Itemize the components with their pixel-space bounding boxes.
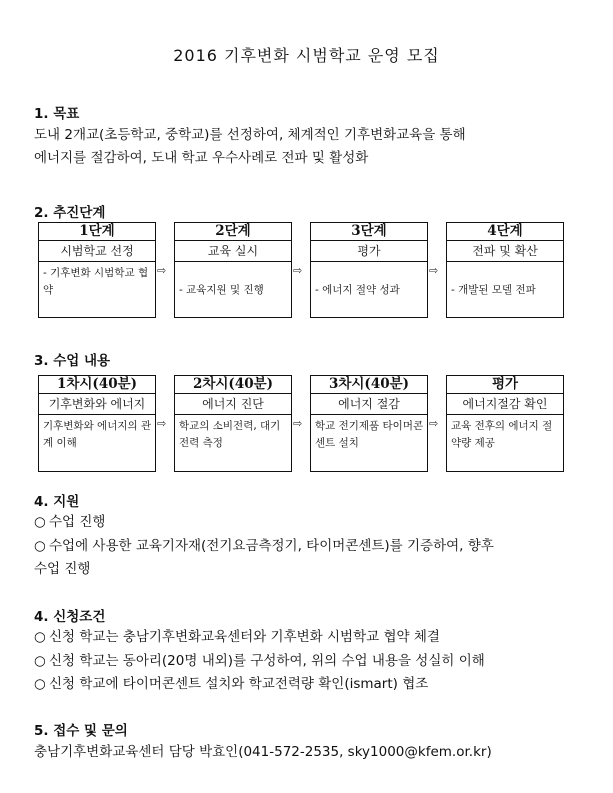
step-box (446, 222, 564, 318)
list-item-continuation: 수업 진행 (34, 561, 91, 577)
section-goal-heading: 1. 목표 (34, 106, 80, 122)
goal-paragraph (34, 124, 594, 170)
arrow-right-icon: ⇨ (429, 417, 439, 430)
conditions-list (34, 626, 594, 697)
step-title: 3단계 (351, 223, 387, 239)
class-title: 3차시(40분) (328, 376, 410, 392)
step-description: - 기후변화 시범학교 협약 (39, 261, 155, 316)
step-subtitle: 시범학교 선정 (39, 240, 155, 261)
step-title: 1단계 (79, 223, 115, 239)
class-description: 학교의 소비전력, 대기전력 측정 (175, 414, 291, 470)
class-box (310, 375, 428, 472)
section-contact-heading: 5. 접수 및 문의 (34, 723, 128, 739)
step-box (310, 222, 428, 318)
list-item: ○ 신청 학교에 타이머콘센트 설치와 학교전력량 확인(ismart) 협조 (34, 673, 594, 697)
section-steps-heading: 2. 추진단계 (34, 205, 106, 221)
step-title: 4단계 (487, 223, 523, 239)
step-box (38, 222, 156, 318)
step-description: - 교육지원 및 진행 (175, 261, 291, 316)
arrow-right-icon: ⇨ (157, 264, 167, 277)
step-box (174, 222, 292, 318)
class-description: 학교 전기제품 타이머콘센트 설치 (311, 414, 427, 470)
class-box (38, 375, 156, 472)
class-description: 교육 전후의 에너지 절약량 제공 (447, 414, 563, 470)
class-subtitle: 기후변화와 에너지 (39, 393, 155, 414)
step-description: - 에너지 절약 성과 (311, 261, 427, 316)
step-description: - 개발된 모델 전파 (447, 261, 563, 316)
list-item: ○ 신청 학교는 충남기후변화교육센터와 기후변화 시범학교 협약 체결 (34, 626, 594, 650)
contact-paragraph (34, 741, 594, 764)
contact-info: 충남기후변화교육센터 담당 박효인(041-572-2535, sky1000@kfem.or.kr) (34, 744, 492, 760)
class-title: 평가 (491, 376, 519, 392)
goal-line: 도내 2개교(초등학교, 중학교)를 선정하여, 체계적인 기후변화교육을 통해 (34, 127, 466, 143)
step-subtitle: 평가 (311, 240, 427, 261)
circle-bullet-icon: ○ (34, 629, 46, 645)
class-title: 1차시(40분) (56, 376, 138, 392)
step-subtitle: 교육 실시 (175, 240, 291, 261)
list-item: ○ 수업에 사용한 교육기자재(전기요금측정기, 타이머콘센트)를 기증하여, 향후 (34, 535, 594, 559)
page-title: 2016 기후변화 시범학교 운영 모집 (173, 46, 440, 65)
arrow-right-icon: ⇨ (157, 417, 167, 430)
class-subtitle: 에너지 진단 (175, 393, 291, 414)
arrow-right-icon: ⇨ (293, 264, 303, 277)
class-description: 기후변화와 에너지의 관계 이해 (39, 414, 155, 470)
list-item: ○ 수업 진행 (34, 511, 594, 535)
class-box (446, 375, 564, 472)
arrow-right-icon: ⇨ (293, 417, 303, 430)
class-title: 2차시(40분) (192, 376, 274, 392)
support-list (34, 511, 594, 582)
section-conditions-heading: 4. 신청조건 (34, 609, 106, 625)
circle-bullet-icon: ○ (34, 652, 46, 669)
step-subtitle: 전파 및 확산 (447, 240, 563, 261)
circle-bullet-icon: ○ (34, 537, 46, 554)
class-subtitle: 에너지절감 확인 (447, 393, 563, 414)
list-item: ○ 신청 학교는 동아리(20명 내외)를 구성하여, 위의 수업 내용을 성실히 이해 (34, 650, 594, 674)
step-title: 2단계 (215, 223, 251, 239)
section-support-heading: 4. 지원 (34, 494, 80, 510)
goal-line: 에너지를 절감하여, 도내 학교 우수사례로 전파 및 활성화 (34, 150, 369, 166)
section-class-heading: 3. 수업 내용 (34, 353, 111, 369)
circle-bullet-icon: ○ (34, 676, 46, 692)
circle-bullet-icon: ○ (34, 514, 46, 530)
class-box (174, 375, 292, 472)
class-subtitle: 에너지 절감 (311, 393, 427, 414)
arrow-right-icon: ⇨ (429, 264, 439, 277)
